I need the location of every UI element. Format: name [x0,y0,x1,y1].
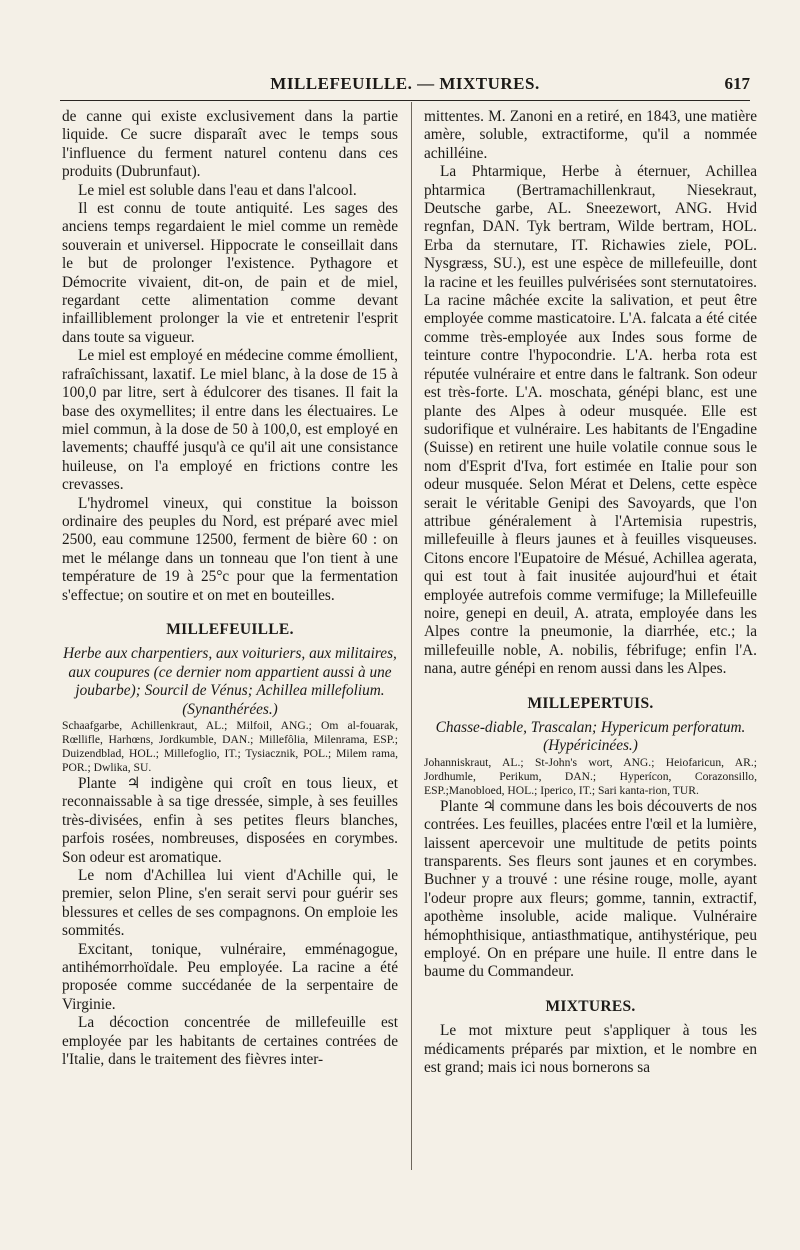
paragraph: Le mot mixture peut s'appliquer à tous les médicaments préparés par mixtion, et le nombre en est grand; mais ici nous bornerons sa [424,1022,757,1077]
paragraph: mittentes. M. Zanoni en a retiré, en 1843, une matière amère, soluble, extractiforme, qu'il a nommée achilléine. [424,108,757,162]
paragraph: Excitant, tonique, vulnéraire, emménagogue, antihémorrhoïdale. Peu employée. La racine a été proposée comme succédanée de la serpentaire de Virginie. [62,940,398,1013]
paragraph: Le nom d'Achillea lui vient d'Achille qui, le premier, selon Pline, s'en serait servi pour guérir ses blessures et celles de ses compagnons. On emploie les sommités. [62,867,398,940]
left-column [62,108,398,1070]
section-heading: MIXTURES. [545,997,636,1015]
section-heading: MILLEFEUILLE. [166,620,294,638]
paragraph: La Phtarmique, Herbe à éternuer, Achillea phtarmica (Bertramachillenkraut, Niesekraut, Deutsche garbe, AL. Sneezewort, ANG. Hvid regnfan, DAN. Tyk bertram, Wilde bertram, HOL. Erba da sternutare, IT. Richawies ziele, POL. Nysgræss, SU.), est une espèce de millefeuille, dont la racine et les feuilles pulvérisées sont sternutatoires. La racine mâchée excite la salivation, et peut être employée comme masticatoire. L'A. falcata a été citée comme très-employée aux Indes sous forme de teinture contre l'hypocondrie. L'A. herba rota est réputée vulnéraire et entre dans le faltrank. Son odeur est très-forte. L'A. moschata, génépi blanc, est une plante des Alpes à odeur musquée. Elle est sudorifique et vulnéraire. Les habitants de l'Engadine (Suisse) en retirent une huile volatile connue sous le nom d'Esprit d'Iva, fort estimée en Italie pour son odeur musquée. Selon Mérat et Delens, cette espèce serait le véritable Genipi des Savoyards, que l'on attribue généralement à l'Artemisia rupestris, millefeuille à fleurs jaunes et à feuilles visqueuses. Citons encore l'Eupatoire de Mésué, Achillea agerata, qui est tout à fait inusitée aujourd'hui et était employée autrefois comme vermifuge; la Millefeuille noire, genepi en deuil, A. atrata, employée dans les Alpes contre la pneumonie, la diarrhée, etc.; la millefeuille noble, A. nobilis, fébrifuge; enfin l'A. nana, autre génépi en renom aussi dans les Alpes. [424,163,757,678]
paragraph: de canne qui existe exclusivement dans la partie liquide. Ce sucre disparaît avec le temps sous l'influence du ferment naturel contenu dans ces produits (Dubrunfaut). [62,108,398,181]
column-divider [411,102,412,1170]
running-header [60,74,750,100]
paragraph: L'hydromel vineux, qui constitue la boisson ordinaire des peuples du Nord, est préparé avec miel 2500, eau commune 12500, ferment de bière 60 : on met le mélange dans un tonneau que l'on tient à une température de 19 à 25°c pour que la fermentation s'effectue; on soutire et on met en bouteilles. [62,494,398,604]
page-number: 617 [724,74,750,93]
synonyms: Herbe aux charpentiers, aux voituriers, aux militaires, aux coupures (ce dernier nom appartient aussi à une joubarbe); Sourcil de Vénus; Achillea millefolium. (Synanthérées.) [63,645,397,718]
paragraph: Plante ♃ commune dans les bois découverts de nos contrées. Les feuilles, placées entre l'œil et la lumière, laissent apercevoir une multitude de petits points transparents. Ses fleurs sont jaunes et en corymbes. Buchner y a trouvé : une résine rouge, molle, ayant l'odeur propre aux fleurs; gomme, tannin, extractif, apothème insoluble, acide malique. Vulnéraire hémophthisique, antiasthmatique, antihystérique, peu employé. On en prépare une huile. Il entre dans le baume du Commandeur. [424,797,757,981]
foreign-names: Schaafgarbe, Achillenkraut, AL.; Milfoil, ANG.; Om al-fouarak, Rœllifle, Harhœns, Jordkumble, DAN.; Millefôlia, Milenrama, ESP.; Duizendblad, HOL.; Millefoglio, IT.; Tysiacznik, POL.; Milem rama, POR.; Dwlika, SU. [62,719,398,774]
paragraph: La décoction concentrée de millefeuille est employée par les habitants de certaines contrées de l'Italie, dans le traitement des fièvres inter- [62,1014,398,1069]
foreign-names: Johanniskraut, AL.; St-John's wort, ANG.; Heiofaricun, AR.; Jordhumle, Perikum, DAN.; Hyperícon, Corazonsillo, ESP.;Manobloed, HOL.; Iperico, IT.; Sari kanta-rion, TUR. [424,755,757,797]
paragraph: Le miel est employé en médecine comme émollient, rafraîchissant, laxatif. Le miel blanc, à la dose de 15 à 100,0 par litre, sert à édulcorer des tisanes. Il fait la base des oxymellites; il entre dans les électuaires. Le miel commun, à la dose de 50 à 100,0, est employé en lavements; chauffé jusqu'à ce qu'il ait une consistance huileuse, on l'a employé en frictions contre les crevasses. [62,347,398,494]
paragraph: Plante ♃ indigène qui croît en tous lieux, et reconnaissable à sa tige dressée, simple, à ses feuilles très-divisées, enfin à ses petites fleurs blanches, parfois rosées, nombreuses, disposées en corymbes. Son odeur est aromatique. [62,775,398,866]
paragraph: Il est connu de toute antiquité. Les sages des anciens temps regardaient le miel comme un remède souverain et universel. Hippocrate le conseillait dans le but de prolonger l'existence. Pythagore et Démocrite vivaient, dit-on, de pain et de miel, regardant cette alimentation comme devant infailliblement prolonger la vie et entretenir l'esprit dans toute sa vigueur. [62,200,398,346]
synonyms: Chasse-diable, Trascalan; Hypericum perforatum. (Hypéricinées.) [435,719,746,755]
header-title: MILLEFEUILLE. — MIXTURES. [270,74,540,93]
section-heading: MILLEPERTUIS. [527,694,654,712]
right-column [424,108,757,1078]
header-rule [60,100,750,101]
paragraph: Le miel est soluble dans l'eau et dans l'alcool. [78,181,357,199]
